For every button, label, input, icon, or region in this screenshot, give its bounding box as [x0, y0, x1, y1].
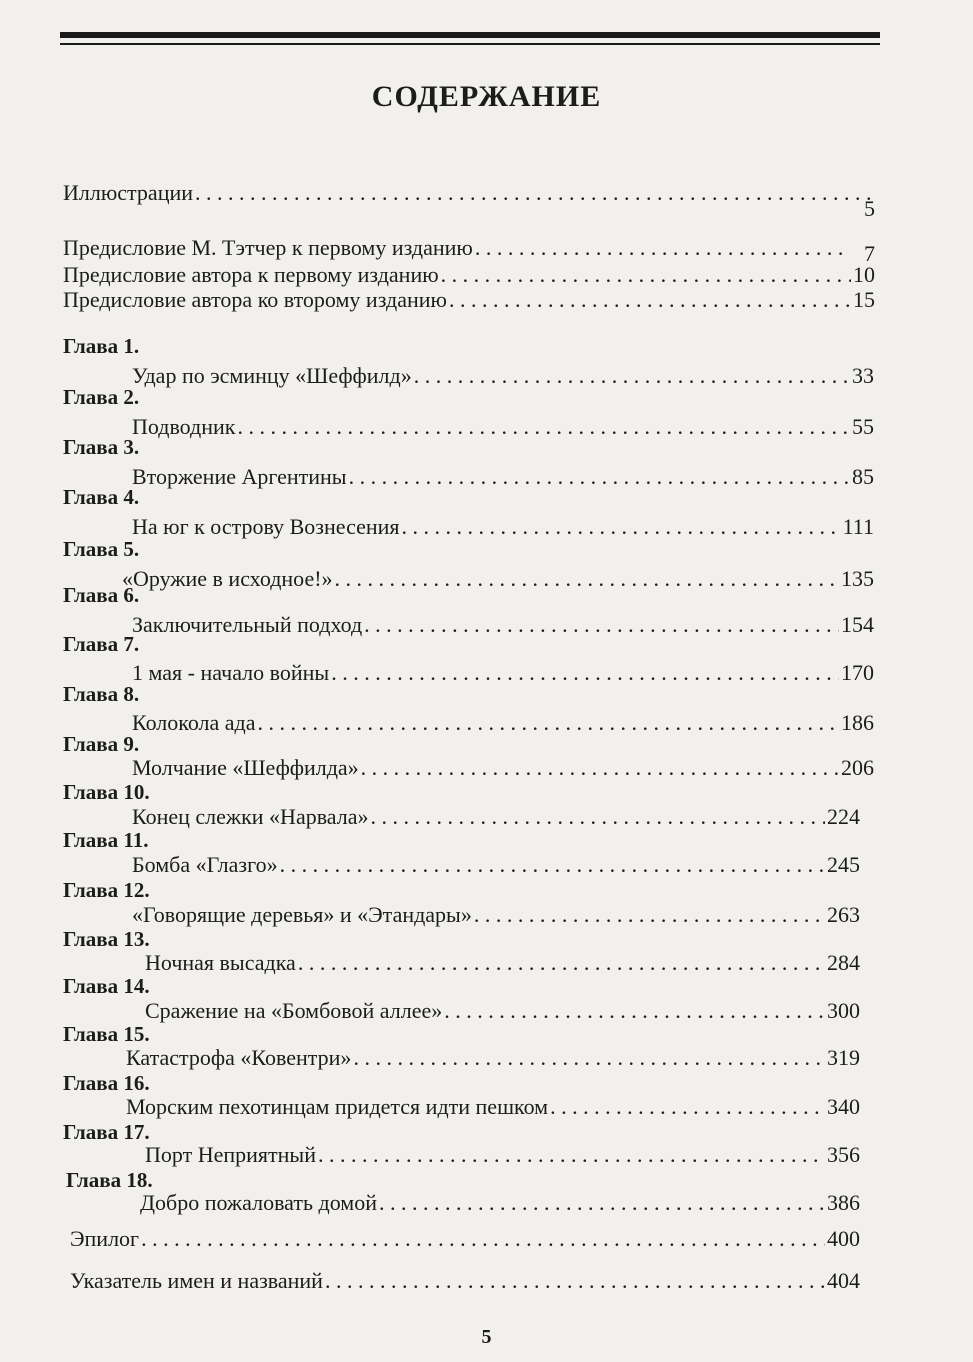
- toc-entry-label: Заключительный подход: [132, 612, 363, 637]
- toc-entry-label: Предисловие автора к первому изданию: [63, 262, 439, 287]
- toc-entry-epilogue: [70, 1226, 860, 1252]
- toc-page-number: 154: [841, 612, 874, 637]
- dot-leader: [449, 287, 851, 313]
- toc-entry-chapter-8: [132, 710, 874, 736]
- toc-entry-label: Катастрофа «Ковентри»: [126, 1045, 352, 1070]
- toc-page-number: 319: [827, 1045, 860, 1070]
- toc-page-number: 206: [841, 755, 874, 780]
- toc-page-number: 111: [842, 514, 874, 539]
- chapter-heading: Глава 9.: [63, 732, 140, 756]
- toc-entry-label: На юг к острову Вознесения: [132, 514, 400, 539]
- toc-entry-label: Молчание «Шеффилда»: [132, 755, 359, 780]
- dot-leader: [237, 414, 850, 440]
- toc-page-number: 356: [827, 1142, 860, 1167]
- toc-page-number: 33: [852, 363, 874, 388]
- toc-page-number: 340: [827, 1094, 860, 1119]
- toc-entry-label: Иллюстрации: [63, 180, 194, 205]
- toc-entry-chapter-3: [132, 464, 874, 490]
- page-title: СОДЕРЖАНИЕ: [371, 80, 602, 113]
- dot-leader: [444, 998, 825, 1024]
- toc-entry-label: Подводник: [132, 414, 236, 439]
- toc-page-number: 245: [827, 852, 860, 877]
- dot-leader: [353, 1045, 825, 1071]
- toc-entry-chapter-18: [140, 1190, 860, 1216]
- toc-entry-chapter-16: [126, 1094, 860, 1120]
- chapter-heading: Глава 4.: [63, 485, 140, 509]
- header-rule-thick: [60, 32, 880, 38]
- dot-leader: [441, 262, 851, 288]
- page-number: 5: [481, 1326, 492, 1348]
- chapter-heading: Глава 10.: [63, 780, 150, 804]
- chapter-heading: Глава 13.: [63, 927, 150, 951]
- toc-entry-chapter-9: [132, 755, 874, 781]
- toc-page-number: 7: [864, 241, 875, 266]
- dot-leader: [331, 660, 839, 686]
- toc-page-number: 135: [841, 566, 874, 591]
- toc-entry-label: 1 мая - начало войны: [132, 660, 330, 685]
- toc-entry-label: Вторжение Аргентины: [132, 464, 347, 489]
- chapter-heading: Глава 7.: [63, 632, 140, 656]
- chapter-heading: Глава 6.: [63, 583, 140, 607]
- chapter-heading: Глава 8.: [63, 682, 140, 706]
- chapter-heading: Глава 3.: [63, 435, 140, 459]
- chapter-heading: Глава 1.: [63, 334, 140, 358]
- dot-leader: [325, 1268, 825, 1294]
- toc-page-number: 386: [827, 1190, 860, 1215]
- chapter-heading: Глава 16.: [63, 1071, 150, 1095]
- toc-entry-label: Предисловие автора ко второму изданию: [63, 287, 447, 312]
- toc-entry-label: Морским пехотинцам придется идти пешком: [126, 1094, 549, 1119]
- toc-page-number: 55: [852, 414, 874, 439]
- toc-entry-label: «Говорящие деревья» и «Этандары»: [132, 902, 472, 927]
- dot-leader: [280, 852, 825, 878]
- toc-entry-chapter-6: [132, 612, 874, 638]
- toc-entry-chapter-5: [122, 566, 874, 592]
- dot-leader: [258, 710, 839, 736]
- chapter-heading: Глава 5.: [63, 537, 140, 561]
- dot-leader: [318, 1142, 825, 1168]
- dot-leader: [298, 950, 825, 976]
- toc-entry-label: Предисловие М. Тэтчер к первому изданию: [63, 235, 473, 260]
- dot-leader: [361, 755, 839, 781]
- toc-page-number: 404: [827, 1268, 860, 1293]
- toc-entry-label: Добро пожаловать домой: [140, 1190, 377, 1215]
- dot-leader: [379, 1190, 825, 1216]
- chapter-heading: Глава 14.: [63, 974, 150, 998]
- dot-leader: [364, 612, 839, 638]
- header-rule-thin: [60, 43, 880, 45]
- toc-page-number: 263: [827, 902, 860, 927]
- chapter-heading: Глава 15.: [63, 1022, 150, 1046]
- toc-entry-chapter-15: [126, 1045, 860, 1071]
- toc-entry-label: Сражение на «Бомбовой аллее»: [145, 998, 443, 1023]
- toc-page-number: 10: [853, 262, 875, 287]
- toc-entry-index: [70, 1268, 860, 1294]
- dot-leader: [141, 1226, 825, 1252]
- dot-leader: [335, 566, 839, 592]
- toc-entry-chapter-2: [132, 414, 874, 440]
- toc-entry-chapter-12: [132, 902, 860, 928]
- dot-leader: [349, 464, 850, 490]
- toc-page-number: 224: [827, 804, 860, 829]
- dot-leader: [550, 1094, 825, 1120]
- toc-entry-label: Колокола ада: [132, 710, 256, 735]
- dot-leader: [474, 902, 825, 928]
- toc-page-number: 170: [841, 660, 874, 685]
- chapter-heading: Глава 18.: [66, 1168, 153, 1192]
- toc-page-number: 186: [841, 710, 874, 735]
- toc-entry-chapter-10: [132, 804, 860, 830]
- toc-entry-label: Указатель имен и названий: [70, 1268, 323, 1293]
- toc-page-number: 5: [864, 196, 875, 221]
- toc-entry-label: «Оружие в исходное!»: [122, 566, 333, 591]
- chapter-heading: Глава 11.: [63, 828, 149, 852]
- toc-page-number: 400: [827, 1226, 860, 1251]
- toc-entry-preface-second: [63, 287, 875, 313]
- toc-entry-label: Конец слежки «Нарвала»: [132, 804, 369, 829]
- toc-page-number: 284: [827, 950, 860, 975]
- toc-entry-illustrations-page: [63, 196, 875, 222]
- toc-entry-chapter-11: [132, 852, 860, 878]
- toc-entry-label: Бомба «Глазго»: [132, 852, 278, 877]
- toc-entry-label: Эпилог: [70, 1226, 140, 1251]
- toc-entry-preface-first: [63, 262, 875, 288]
- toc-entry-chapter-13: [145, 950, 860, 976]
- toc-entry-chapter-14: [145, 998, 860, 1024]
- chapter-heading: Глава 12.: [63, 878, 150, 902]
- toc-page-number: 300: [827, 998, 860, 1023]
- toc-entry-chapter-7: [132, 660, 874, 686]
- toc-entry-chapter-1: [132, 363, 874, 389]
- dot-leader: [414, 363, 850, 389]
- toc-entry-label: Ночная высадка: [145, 950, 296, 975]
- toc-page-number: 15: [853, 287, 875, 312]
- toc-entry-chapter-4: [132, 514, 874, 540]
- toc-page-number: 85: [852, 464, 874, 489]
- toc-entry-chapter-17: [145, 1142, 860, 1168]
- chapter-heading: Глава 2.: [63, 385, 140, 409]
- dot-leader: [402, 514, 841, 540]
- chapter-heading: Глава 17.: [63, 1120, 150, 1144]
- toc-entry-label: Удар по эсминцу «Шеффилд»: [132, 363, 412, 388]
- dot-leader: [371, 804, 825, 830]
- toc-entry-label: Порт Неприятный: [145, 1142, 316, 1167]
